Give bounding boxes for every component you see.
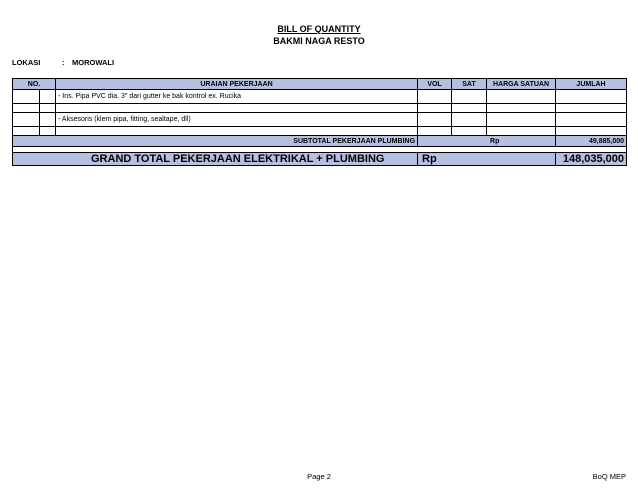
col-header-volume: VOL bbox=[418, 79, 452, 90]
grand-total-amount: 148,035,000 bbox=[556, 153, 627, 166]
row-description: - Ins. Pipa PVC dia. 3" dari gutter ke bak kontrol ex. Rucika bbox=[56, 90, 418, 104]
col-header-no: NO. bbox=[13, 79, 56, 90]
col-header-unit-price: HARGA SATUAN bbox=[487, 79, 556, 90]
boq-table bbox=[12, 78, 627, 166]
subtotal-currency: Rp bbox=[418, 136, 556, 147]
row-description: - Aksesoris (klem pipa, fitting, sealtape, dll) bbox=[56, 113, 418, 127]
grand-total-row bbox=[13, 153, 627, 166]
col-header-description: URAIAN PEKERJAAN bbox=[56, 79, 418, 90]
grand-total-currency: Rp bbox=[418, 153, 556, 166]
page-number: Page 2 bbox=[307, 472, 331, 481]
location-label: LOKASI bbox=[12, 58, 41, 67]
document-title: BILL OF QUANTITY bbox=[277, 24, 361, 34]
subtotal-row bbox=[13, 136, 627, 147]
table-row bbox=[13, 90, 627, 104]
table-header-row bbox=[13, 79, 627, 90]
grand-total-label: GRAND TOTAL PEKERJAAN ELEKTRIKAL + PLUMBING bbox=[13, 153, 418, 166]
location-value: MOROWALI bbox=[72, 58, 115, 67]
subtotal-amount: 49,885,000 bbox=[556, 136, 627, 147]
location-colon: : bbox=[62, 58, 65, 67]
subtotal-label: SUBTOTAL PEKERJAAN PLUMBING bbox=[13, 136, 418, 147]
project-name: BAKMI NAGA RESTO bbox=[273, 36, 365, 46]
table-row-spacer bbox=[13, 104, 627, 113]
col-header-amount: JUMLAH bbox=[556, 79, 627, 90]
document-name: BoQ MEP bbox=[592, 472, 626, 481]
table-row-spacer bbox=[13, 127, 627, 136]
table-row bbox=[13, 113, 627, 127]
col-header-unit: SAT bbox=[452, 79, 487, 90]
